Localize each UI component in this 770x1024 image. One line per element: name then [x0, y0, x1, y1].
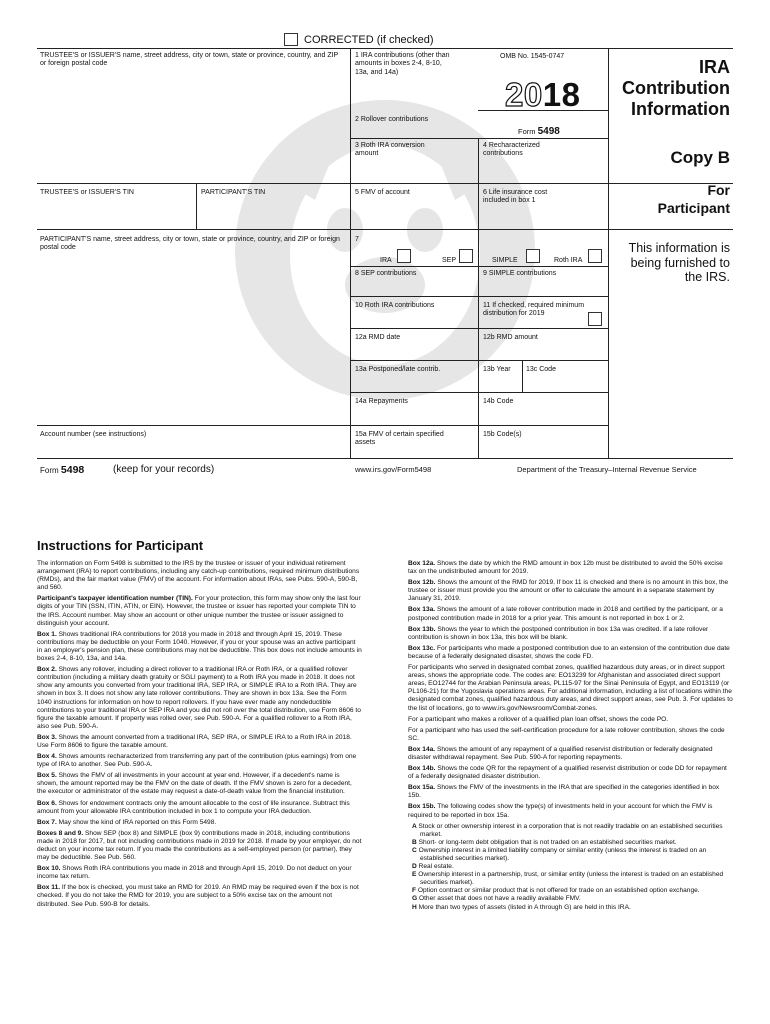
- investment-code: E: [412, 871, 419, 879]
- instructions-heading: Instructions for Participant: [37, 538, 204, 553]
- box11-checkbox[interactable]: [588, 312, 602, 326]
- box-reference: Boxes 8 and 9.: [37, 829, 84, 837]
- instructions-right-paragraph: [408, 746, 733, 762]
- instructions-left-paragraph: [37, 884, 362, 908]
- box-reference: Participant's taxpayer identification number (TIN).: [37, 595, 193, 603]
- sep-checkbox[interactable]: [459, 249, 473, 263]
- box-reference: Box 11.: [37, 884, 61, 892]
- box13a-label: 13a Postponed/late contrib.: [355, 366, 441, 373]
- paragraph-text: For participants who served in designated combat zones, qualified hazardous duty areas, or in direct support areas, shows the appropriate code. The codes are: EO13239 for Afghanistan and associated direct support areas, EO12744 for the Arabian Peninsula areas, PL115-97 for the Sinai Peninsula of Egypt, and EO13119 (or PL106-21) for the Yugoslavia operations areas. For additional information, including a list of locations within the designated combat zones, qualified hazardous duty areas, and direct support areas, see Pub. 3. For updates to the list of locations, go to www.irs.gov/Newsroom/Combat-zones.: [408, 664, 733, 712]
- tax-year: 2018: [505, 76, 581, 113]
- for-participant: For Participant: [657, 182, 730, 216]
- investment-code-item: [408, 823, 733, 839]
- box-reference: Box 13c.: [408, 644, 436, 652]
- box-reference: Box 3.: [37, 733, 57, 741]
- instructions-left-paragraph: [37, 865, 362, 881]
- box-reference: Box 12b.: [408, 579, 436, 587]
- instructions-left-paragraph: [37, 560, 362, 592]
- paragraph-text: Shows amounts recharacterized from transferring any part of the contribution (plus earnings) from one type of IRA to another. See Pub. 590-A.: [37, 753, 357, 769]
- instructions-left-paragraph: [37, 772, 362, 796]
- instructions-right-paragraph: [408, 606, 733, 622]
- trustee-name-label: TRUSTEE'S or ISSUER'S name, street address, city or town, state or province, country, and ZIP or foreign postal code: [40, 52, 339, 68]
- irs-url[interactable]: www.irs.gov/Form5498: [355, 465, 432, 474]
- omb-number: OMB No. 1545-0747: [500, 53, 565, 60]
- paragraph-text: The following codes show the type(s) of investments held in your account for which the FMV is required to be reported in box 15a.: [408, 803, 713, 819]
- paragraph-text: Shows any rollover, including a direct rollover to a traditional IRA or Roth IRA, or a qualified rollover contribution (including a military death gratuity or SGLI payment) to a Roth IRA you made in 2018. It does not show any amounts you converted from your traditional IRA, SEP IRA, or SIMPLE IRA to a Roth IRA. They are shown in box 3. It does not show any late rollover contributions. They are shown in box 13a. See the Form 1040 instructions for information on how to report rollovers. If you have ever made any nondeductible contributions to your traditional IRA or SEP IRA and you did not roll over the total distribution, use Form 8606 to figure the taxable amount. If property was rolled over, see Pub. 590-A. For a qualified rollover to a Roth IRA, also see Pub. 590-A.: [37, 666, 361, 730]
- dept-treasury: Department of the Treasury–Internal Revenue Service: [517, 465, 697, 474]
- box-reference: Box 14a.: [408, 745, 436, 753]
- simple-checkbox[interactable]: [526, 249, 540, 263]
- paragraph-text: Shows Roth IRA contributions you made in 2018 and through April 15, 2019. Do not deduct on your income tax return.: [37, 865, 352, 881]
- investment-code-text: More than two types of assets (listed in A through G) are held in this IRA.: [418, 903, 631, 911]
- investment-code-text: Short- or long-term debt obligation that is not traded on an established securities market.: [418, 838, 677, 846]
- box1-label: 1 IRA contributions (other than amounts in boxes 2-4, 8-10, 13a, and 14a): [355, 52, 450, 76]
- form-title: IRA Contribution Information: [622, 57, 730, 119]
- paragraph-text: Shows the FMV of all investments in your account at year end. However, if a decedent's name is shown, the amount reported may be the FMV on the date of death. If the FMV shown is zero for a decedent, the executor or administrator of the estate may request a date-of-death value from the financial institution.: [37, 772, 352, 796]
- instructions-left-paragraph: [37, 830, 362, 862]
- paragraph-text: For participants who made a postponed contribution due to an extension of the contribution due date because of a federally designated disaster, shows the code FD.: [408, 644, 730, 660]
- instructions-left-paragraph: [37, 819, 362, 827]
- box12a-label: 12a RMD date: [355, 334, 401, 341]
- box13b-label: 13b Year: [483, 366, 511, 373]
- investment-code-item: [408, 863, 733, 871]
- instructions-right-paragraph: [408, 579, 733, 603]
- form-number: Form 5498: [518, 126, 560, 137]
- paragraph-text: Shows the code QR for the repayment of a qualified reservist distribution or code DD for repayment of a federally designated disaster distribution.: [408, 765, 727, 781]
- paragraph-text: The information on Form 5498 is submitted to the IRS by the trustee or issuer of your individual retirement arrangement (IRA) to report contributions, including any catch-up contributions, required minimum distributions (RMDs), and the fair market value (FMV) of the account. For information about IRAs, see Pubs. 590-A, 590-B, and 560.: [37, 560, 360, 592]
- box10-label: 10 Roth IRA contributions: [355, 302, 435, 309]
- participant-tin-label: PARTICIPANT'S TIN: [201, 189, 266, 196]
- box5-label: 5 FMV of account: [355, 189, 410, 196]
- furnished-notice: This information is being furnished to the IRS.: [628, 241, 730, 284]
- instructions-right-paragraph: [408, 716, 733, 724]
- box-reference: Box 14b.: [408, 765, 436, 773]
- paragraph-text: Shows traditional IRA contributions for 2018 you made in 2018 and through April 15, 2019. These contributions may be deductible on your Form 1040. However, if you or your spouse was an active participant in an employer's pension plan, these contributions may not be deductible. This box does not include amounts in boxes 2-4, 8-10, 13a, and 14a.: [37, 630, 362, 663]
- investment-code: G: [412, 895, 419, 903]
- investment-code: B: [412, 838, 419, 846]
- investment-code: D: [412, 863, 419, 871]
- paragraph-text: For a participant who has used the self-certification procedure for a late rollover contribution, shows the code SC.: [408, 726, 725, 742]
- ira-checkbox[interactable]: [397, 249, 411, 263]
- participant-name-label: PARTICIPANT'S name, street address, city or town, state or province, country, and ZIP or foreign postal code: [40, 236, 340, 252]
- footer-form: Form 5498: [40, 464, 85, 476]
- instructions-left-paragraph: [37, 734, 362, 750]
- corrected-checkbox[interactable]: [284, 33, 298, 46]
- box-reference: Box 2.: [37, 666, 57, 674]
- investment-code-text: Stock or other ownership interest in a corporation that is not readily tradable on an established securities market.: [418, 822, 723, 838]
- box-reference: Box 15b.: [408, 803, 436, 811]
- box2-label: 2 Rollover contributions: [355, 116, 429, 123]
- box13c-label: 13c Code: [526, 366, 556, 373]
- box-reference: Box 4.: [37, 753, 57, 761]
- instructions-right-paragraph: [408, 784, 733, 800]
- roth-checkbox[interactable]: [588, 249, 602, 263]
- paragraph-text: For a participant who makes a rollover of a qualified plan loan offset, shows the code PO.: [408, 715, 669, 723]
- box11-label: 11 If checked, required minimum distribution for 2019: [483, 302, 585, 318]
- instructions-right-paragraph: [408, 765, 733, 781]
- paragraph-text: Show SEP (box 8) and SIMPLE (box 9) contributions made in 2018, including contributions made in 2018 for 2017, but not including contributions made in 2019 for 2018. If made by your employer, do not deduct on your income tax return. If you made the contributions as a self-employed person (or partner), they may be deductible. See Pub. 560.: [37, 829, 362, 862]
- box14a-label: 14a Repayments: [355, 398, 408, 405]
- instructions-right-paragraph: [408, 645, 733, 661]
- instructions-left-paragraph: [37, 631, 362, 663]
- box14b-label: 14b Code: [483, 398, 514, 405]
- paragraph-text: Shows the amount of any repayment of a qualified reservist distribution or federally designated disaster withdrawal repayment. See Pub. 590-A for reporting repayments.: [408, 745, 713, 761]
- sep-label: SEP: [442, 257, 457, 264]
- paragraph-text: Shows the amount of the RMD for 2019. If box 11 is checked and there is no amount in this box, the trustee or issuer must provide you the amount or offer to calculate the amount in a separate statement by January 31, 2019.: [408, 579, 729, 603]
- investment-code-item: [408, 904, 733, 912]
- account-number-label: Account number (see instructions): [40, 431, 147, 438]
- paragraph-text: Shows the year to which the postponed contribution in box 13a was credited. If a late rollover contribution is shown in box 13a, this box will be blank.: [408, 625, 709, 641]
- investment-code-item: [408, 895, 733, 903]
- paragraph-text: May show the kind of IRA reported on this Form 5498.: [56, 818, 217, 826]
- box6-label: 6 Life insurance cost included in box 1: [483, 189, 548, 205]
- investment-code-text: Ownership interest in a limited liability company or similar entity (unless the interest is traded on an established securities market).: [418, 846, 707, 862]
- paragraph-text: Shows the date by which the RMD amount in box 12b must be distributed to avoid the 50% excise tax on the undistributed amount for 2019.: [408, 560, 723, 576]
- box4-label: 4 Recharacterized contributions: [483, 142, 540, 158]
- keep-records: (keep for your records): [113, 464, 215, 475]
- investment-code-text: Ownership interest in a partnership, trust, or similar entity (unless the interest is traded on an established securities market).: [418, 871, 724, 887]
- investment-codes-list: [408, 823, 733, 912]
- box-reference: Box 1.: [37, 630, 57, 638]
- box9-label: 9 SIMPLE contributions: [483, 270, 557, 277]
- copy-label: Copy B: [670, 148, 730, 167]
- box-reference: Box 15a.: [408, 784, 436, 792]
- instructions-right-paragraph: [408, 560, 733, 576]
- instructions-right-column: [408, 560, 733, 912]
- box-reference: Box 5.: [37, 772, 57, 780]
- investment-code-item: [408, 839, 733, 847]
- box-reference: Box 12a.: [408, 560, 436, 567]
- box12b-label: 12b RMD amount: [483, 334, 538, 341]
- paragraph-text: Shows the amount of a late rollover contribution made in 2018 and certified by the participant, or a postponed contribution made in 2018 for a prior year. This amount is not reported in box 1 or 2.: [408, 606, 723, 622]
- investment-code-text: Real estate.: [418, 863, 454, 871]
- investment-code-item: [408, 871, 733, 887]
- instructions-right-paragraph: [408, 664, 733, 713]
- investment-code-item: [408, 887, 733, 895]
- investment-code: F: [412, 887, 418, 895]
- instructions-left-paragraph: [37, 753, 362, 769]
- ira-label: IRA: [380, 257, 392, 264]
- instructions-left-paragraph: [37, 666, 362, 731]
- box-reference: Box 13b.: [408, 625, 436, 633]
- instructions-right-paragraph: [408, 727, 733, 743]
- paragraph-text: Shows for endowment contracts only the amount allocable to the cost of life insurance. Subtract this amount from your allowable IRA contribution included in box 1 to compute your IRA deduction.: [37, 799, 350, 815]
- box7-label: 7: [355, 236, 359, 243]
- box-reference: Box 10.: [37, 865, 61, 873]
- trustee-tin-label: TRUSTEE'S or ISSUER'S TIN: [40, 189, 134, 196]
- box3-label: 3 Roth IRA conversion amount: [355, 142, 425, 158]
- investment-code: C: [412, 846, 419, 854]
- box-reference: Box 13a.: [408, 606, 436, 614]
- box-reference: Box 7.: [37, 818, 57, 826]
- simple-label: SIMPLE: [492, 257, 518, 264]
- box15a-label: 15a FMV of certain specified assets: [355, 431, 444, 447]
- box15b-label: 15b Code(s): [483, 431, 522, 438]
- investment-code-text: Other asset that does not have a readily available FMV.: [418, 895, 581, 903]
- investment-code-item: [408, 847, 733, 863]
- paragraph-text: For your protection, this form may show only the last four digits of your TIN (SSN, ITIN, ATIN, or EIN). However, the trustee or issuer has reported your complete TIN to the IRS. Account number. May show an account or other unique number the trustee or issuer assigned to distinguish your account.: [37, 595, 361, 627]
- paragraph-text: Shows the amount converted from a traditional IRA, SEP IRA, or SIMPLE IRA to a Roth IRA in 2018. Use Form 8606 to figure the taxable amount.: [37, 733, 352, 749]
- instructions-left-paragraph: [37, 595, 362, 627]
- box-reference: Box 6.: [37, 799, 57, 807]
- instructions-right-paragraph: [408, 803, 733, 819]
- investment-code: H: [412, 903, 419, 911]
- instructions-left-column: [37, 560, 362, 912]
- investment-code: A: [412, 822, 419, 830]
- paragraph-text: Shows the FMV of the investments in the IRA that are specified in the categories identified in box 15b.: [408, 784, 720, 800]
- instructions-left-paragraph: [37, 800, 362, 816]
- box8-label: 8 SEP contributions: [355, 270, 417, 277]
- roth-label: Roth IRA: [554, 257, 583, 264]
- paragraph-text: If the box is checked, you must take an RMD for 2019. An RMD may be required even if the box is not checked. If you do not take the RMD for 2019, you are subject to a 50% excise tax on the amount not distributed. See Pub. 590-B for details.: [37, 884, 359, 908]
- investment-code-text: Option contract or similar product that is not offered for trade on an established option exchange.: [417, 887, 700, 895]
- instructions-right-paragraph: [408, 626, 733, 642]
- corrected-label: CORRECTED (if checked): [304, 34, 434, 46]
